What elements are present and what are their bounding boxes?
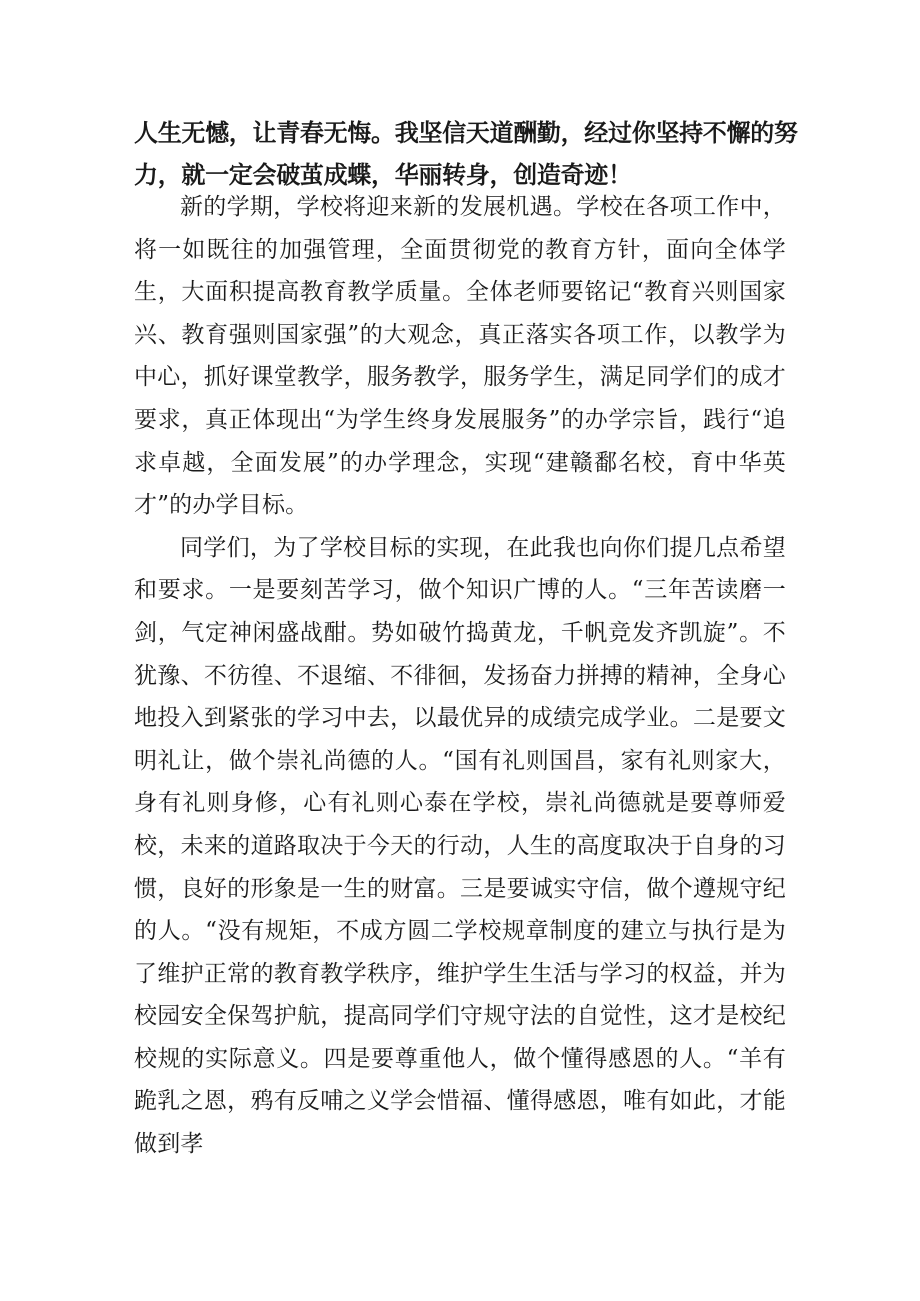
intro-line: 人生无憾，让青春无悔。我坚信天道酬勤，经过你坚持不懈的努 (134, 119, 798, 147)
paragraph-hopes-and-requirements: 同学们，为了学校目标的实现，在此我也向你们提几点希望和要求。一是要刻苦学习，做个知识广博的人。“三年苦读磨一剑，气定神闲盛战酣。势如破竹捣黄龙，千帆竞发齐凯旋”。不犹豫、不彷徨、不退缩、不徘徊，发扬奋力拼搏的精神，全身心地投入到紧张的学习中去，以最优异的成绩完成学业。二是要文明礼让，做个崇礼尚德的人。“国有礼则国昌，家有礼则家大，身有礼则身修，心有礼则心泰在学校，崇礼尚德就是要尊师爱校，未来的道路取决于今天的行动，人生的高度取决于自身的习惯，良好的形象是一生的财富。三是要诚实守信，做个遵规守纪的人。“没有规矩，不成方圆二学校规章制度的建立与执行是为了维护正常的教育教学秩序，维护学生生活与学习的权益，并为校园安全保驾护航，提高同学们守规守法的自觉性，这才是校纪校规的实际意义。四是要尊重他人，做个懂得感恩的人。“羊有跪乳之恩，鸦有反哺之义学会惜福、懂得感恩，唯有如此，才能做到孝 (134, 534, 786, 1158)
document-body (134, 186, 786, 1166)
intro-line: 力，就一定会破茧成蝶，华丽转身，创造奇迹！ (134, 161, 632, 189)
intro-text (134, 112, 798, 196)
paragraph-new-semester: 新的学期，学校将迎来新的发展机遇。学校在各项工作中，将一如既往的加强管理，全面贯彻党的教育方针，面向全体学生，大面积提高教育教学质量。全体老师要铭记“教育兴则国家兴、教育强则国家强”的大观念，真正落实各项工作，以教学为中心，抓好课堂教学，服务教学，服务学生，满足同学们的成才要求，真正体现出“为学生终身发展服务”的办学宗旨，践行“追求卓越，全面发展”的办学理念，实现“建赣鄱名校，育中华英才”的办学目标。 (134, 194, 786, 519)
